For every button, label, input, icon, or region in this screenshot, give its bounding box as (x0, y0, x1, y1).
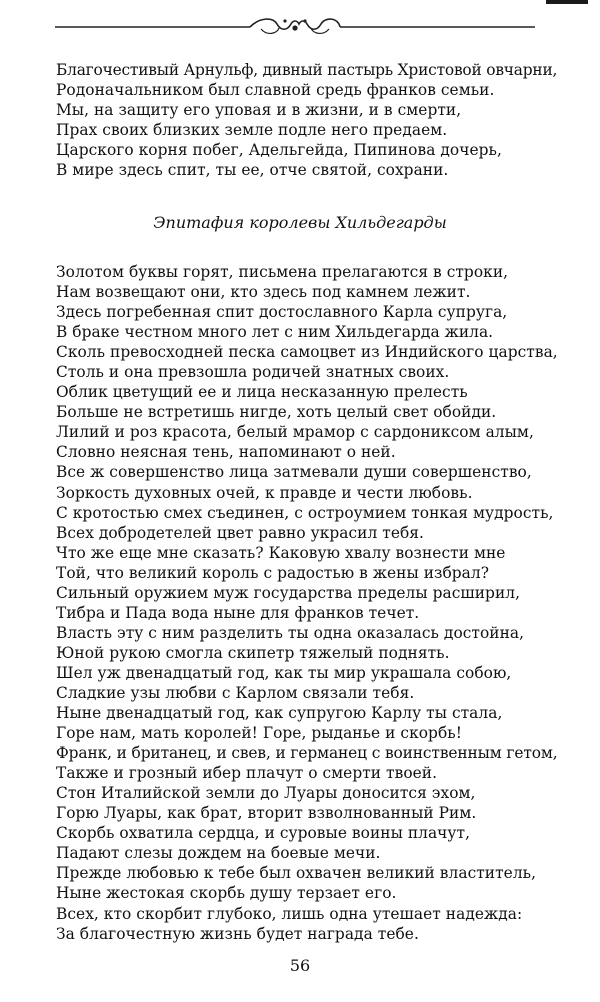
verse-line: За благочестную жизнь будет награда тебе. (56, 924, 419, 943)
verse-line: Ныне жестокая скорбь душу терзает его. (56, 884, 397, 903)
verse-line: С кротостью смех съединен, с остроумием тонкая мудрость, (56, 503, 554, 522)
verse-line: Франк, и британец, и свев, и германец с воинственным гетом, (56, 744, 558, 763)
verse-line: Власть эту с ним разделить ты одна оказалась достойна, (56, 623, 525, 642)
verse-line: Падают слезы дождем на боевые мечи. (56, 844, 381, 863)
verse-line: Ныне двенадцатый год, как супругою Карлу ты стала, (56, 704, 503, 723)
verse-line: Сколь превосходней песка самоцвет из Индийского царства, (56, 343, 558, 362)
epitaph-title: Эпитафия королевы Хильдегарды (153, 213, 447, 232)
verse-line: Прежде любовью к тебе был охвачен великий властитель, (56, 864, 537, 883)
verse-line: Зоркость духовных очей, к правде и чести любовь. (56, 483, 473, 502)
page-number: 56 (289, 956, 311, 975)
verse-line: Сладкие узы любви с Карлом связали тебя. (56, 683, 415, 702)
verse-line: Сильный оружием муж государства пределы расширил, (56, 583, 521, 602)
verse-line: Горю Луары, как брат, вторит взволнованный Рим. (56, 804, 477, 823)
verse-line: Лилий и роз красота, белый мрамор с сардониксом алым, (56, 423, 534, 442)
verse-line: Также и грозный ибер плачут о смерти твоей. (56, 764, 438, 783)
ornament-divider (55, 12, 535, 38)
verse-line: Здесь погребенная спит достославного Карла супруга, (56, 303, 508, 322)
verse-line: В мире здесь спит, ты ее, отче святой, сохрани. (56, 161, 449, 180)
verse-line: Той, что великий король с радостью в жены избрал? (56, 563, 490, 582)
verse-line: Скорбь охватила сердца, и суровые воины плачут, (56, 824, 471, 843)
verse-line: Юной рукою смогла скипетр тяжелый поднять. (56, 643, 450, 662)
verse-line: В браке честном много лет с ним Хильдегарда жила. (56, 323, 494, 342)
verse-line: Царского корня побег, Адельгейда, Пипинова дочерь, (56, 141, 502, 160)
verse-line: Тибра и Пада вода ныне для франков течет. (56, 603, 420, 622)
opening-stanza (56, 60, 560, 180)
verse-line: Родоначальником был славной средь франков семьи. (56, 81, 495, 100)
verse-line: Все ж совершенство лица затмевали души совершенство, (56, 463, 532, 482)
verse-line: Стон Италийской земли до Луары доносится эхом, (56, 784, 476, 803)
epitaph-stanza (56, 262, 560, 944)
verse-line: Столь и она превзошла родичей знатных своих. (56, 363, 450, 382)
verse-line: Всех добродетелей цвет равно украсил тебя. (56, 523, 425, 542)
verse-line: Благочестивый Арнульф, дивный пастырь Христовой овчарни, (56, 61, 558, 79)
verse-line: Больше не встретишь нигде, хоть целый свет обойди. (56, 403, 497, 422)
verse-line: Прах своих близких земле подле него предаем. (56, 121, 448, 140)
verse-line: Нам возвещают они, кто здесь под камнем лежит. (56, 283, 471, 302)
verse-line: Всех, кто скорбит глубоко, лишь одна утешает надежда: (56, 904, 523, 923)
verse-line: Что же еще мне сказать? Каковую хвалу вознести мне (56, 543, 506, 562)
verse-line: Мы, на защиту его уповая и в жизни, и в смерти, (56, 101, 462, 120)
verse-line: Золотом буквы горят, письмена прелагаются в строки, (56, 263, 509, 281)
verse-line: Горе нам, мать королей! Горе, рыданье и скорбь! (56, 724, 462, 743)
verse-line: Шел уж двенадцатый год, как ты мир украшала собою, (56, 663, 512, 682)
verse-line: Словно неясная тень, напоминают о ней. (56, 443, 396, 462)
verse-line: Облик цветущий ее и лица несказанную прелесть (56, 383, 468, 402)
page-corner-mark (546, 0, 588, 4)
